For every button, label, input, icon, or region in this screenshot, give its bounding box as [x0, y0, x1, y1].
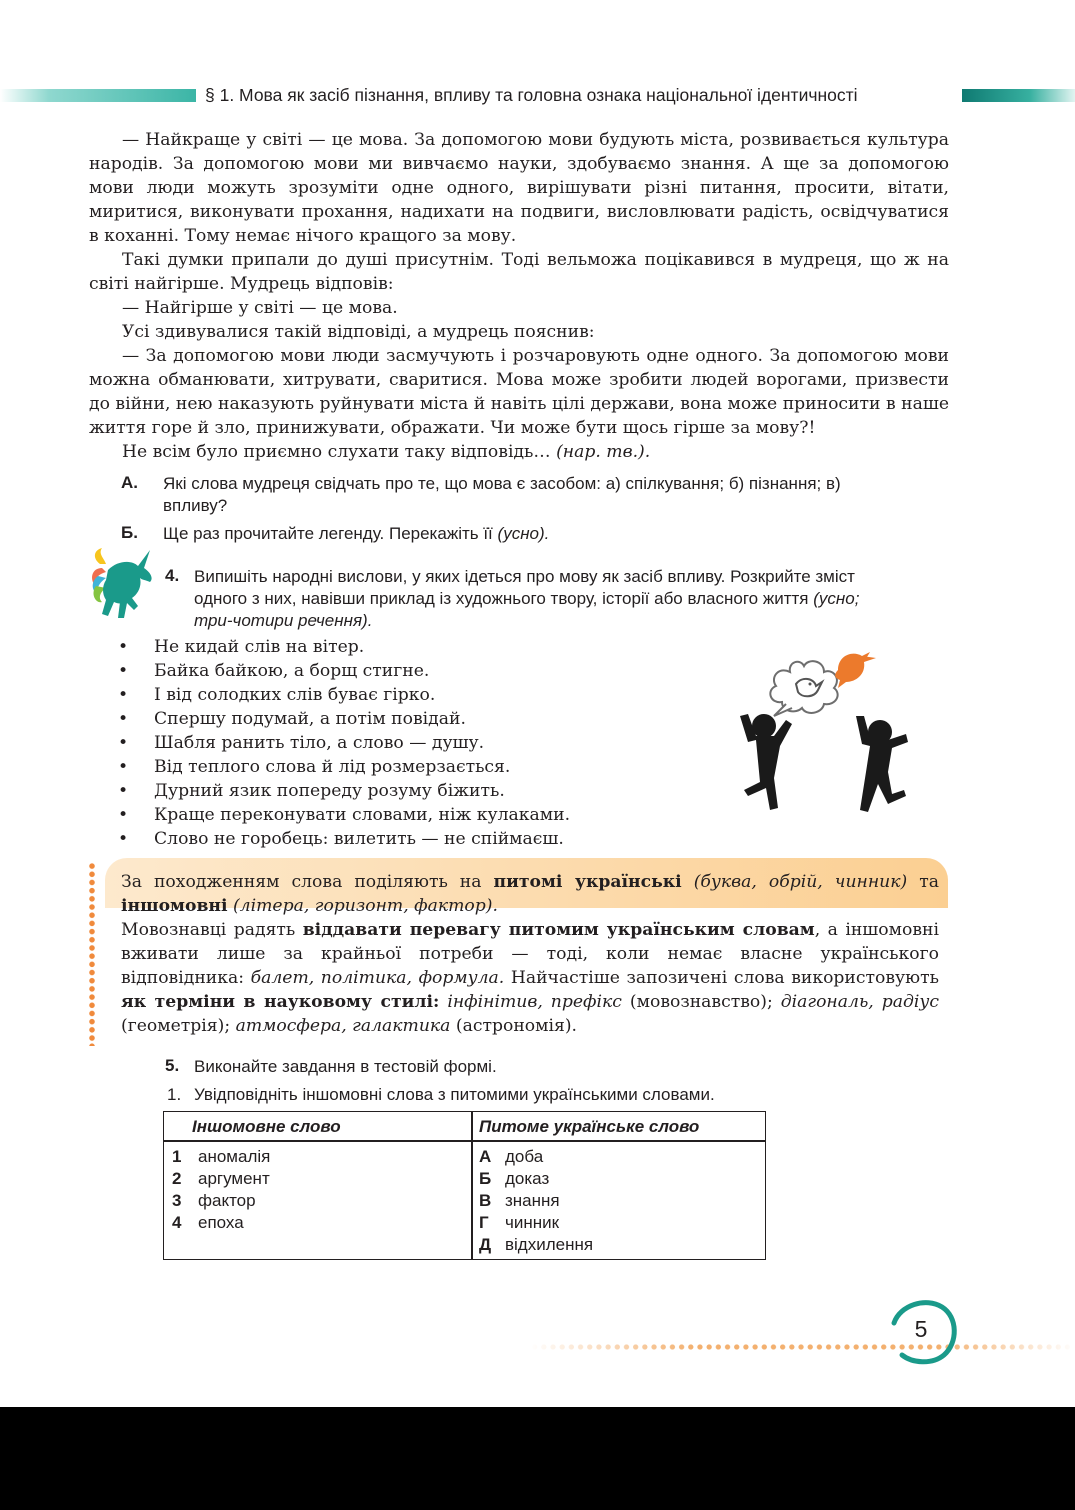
task-4-text — [194, 566, 894, 632]
list-item: • Слово не горобець: вилетить — не спіймаєш. — [118, 829, 564, 849]
list-item: • Краще переконувати словами, ніж кулаками. — [118, 805, 571, 825]
task-4-note: (усно; три-чотири речення). — [194, 589, 860, 630]
task-b-note: (усно). — [497, 524, 550, 543]
header-bar-left — [0, 89, 196, 102]
paragraph: Такі думки припали до душі присутнім. Тоді вельможа поцікавився в мудреця, що ж на світі найгірше. Мудрець відповів: — [89, 250, 949, 294]
rule-text — [121, 870, 939, 1038]
bullet-icon: • — [118, 781, 129, 801]
task-b-letter: Б. — [121, 523, 138, 542]
page-number: 5 — [914, 1316, 928, 1342]
paragraph-text: Не всім було приємно слухати таку відповідь… — [122, 442, 551, 462]
table-divider — [471, 1112, 473, 1259]
table-row: А доба — [479, 1147, 544, 1166]
unicorn-icon — [88, 546, 160, 624]
table-row: 3 фактор — [172, 1191, 256, 1210]
list-item: • Не кидай слів на вітер. — [118, 637, 365, 657]
task-4-main: Випишіть народні вислови, у яких ідеться про мову як засіб впливу. Розкрийте зміст одного з них, навівши приклад із художнього твору, історії або власного життя — [194, 567, 855, 608]
bullet-icon: • — [118, 709, 129, 729]
table-row: Г чинник — [479, 1213, 560, 1232]
paragraph: Усі здивувалися такій відповіді, а мудрець пояснив: — [122, 322, 595, 342]
table-row: 2 аргумент — [172, 1169, 270, 1188]
paragraph — [89, 440, 949, 464]
list-item: • Від теплого слова й лід розмерзається. — [118, 757, 511, 777]
bullet-icon: • — [118, 805, 129, 825]
source-note: (нар. тв.). — [556, 442, 651, 462]
page-header-title: § 1. Мова як засіб пізнання, впливу та головна ознака національної ідентичності — [205, 85, 858, 105]
task-5-number: 5. — [165, 1056, 180, 1075]
list-item: • Шабля ранить тіло, а слово — душу. — [118, 733, 485, 753]
question-text: Увідповідніть іншомовні слова з питомими українськими словами. — [194, 1085, 715, 1104]
table-row: Д відхилення — [479, 1235, 594, 1254]
rule-paragraph: За походженням слова поділяють на питомі українські (буква, обрій, чинник) та іншомовні (літера, горизонт, фактор). — [121, 872, 939, 916]
paragraph: — За допомогою мови люди засмучують і розчаровують одне одного. За допомогою мови можна обманювати, хитрувати, сваритися. Мова може зробити людей ворогами, призвести до війни, нею наказують руйнувати міста й навіть цілі держави, вона може приносити в наше життя горе й зло, принижувати, ображати. Чи може бути щось гірше за мову?! — [89, 346, 949, 438]
page-footer-dots — [530, 1343, 1075, 1351]
list-item: • Дурний язик попереду розуму біжить. — [118, 781, 505, 801]
bullet-icon: • — [118, 829, 129, 849]
proverbs-list — [118, 635, 570, 851]
question-number: 1. — [167, 1085, 182, 1104]
list-item: • Спершу подумай, а потім повідай. — [118, 709, 466, 729]
task-b-main: Ще раз прочитайте легенду. Перекажіть її — [163, 524, 493, 543]
table-header-divider — [164, 1140, 765, 1142]
task-4-number: 4. — [165, 566, 180, 585]
rule-paragraph: Мовознавці радять віддавати перевагу питомим українським словам, а іншомовні вживати лише за крайньої потреби — тоді, коли немає власне українського відповідника: балет, політика, формула. Найчастіше запозичені слова використовують як терміни в науковому стилі: інфінітив, префікс (мовознавство); діагональ, радіус (геометрія); атмосфера, галактика (астрономія). — [121, 920, 940, 1036]
table-row: 4 епоха — [172, 1213, 244, 1232]
bottom-black-area — [0, 1407, 1075, 1510]
talking-people-illustration — [730, 632, 920, 822]
bullet-icon: • — [118, 661, 129, 681]
bullet-icon: • — [118, 637, 129, 657]
legend-text — [89, 128, 949, 464]
task-a-text: Які слова мудреця свідчать про те, що мова є засобом: а) спілкування; б) пізнання; в) впливу? — [163, 474, 841, 515]
paragraph: — Найгірше у світі — це мова. — [122, 298, 398, 318]
column-header-native: Питоме українське слово — [479, 1117, 700, 1136]
paragraph: — Найкраще у світі — це мова. За допомогою мови будують міста, розвивається культура народів. За допомогою мови ми вивчаємо науки, здобуваємо знання. А ще за допомогою мови люди можуть зрозуміти одне одного, вирішувати різні питання, просити, вітати, миритися, виконувати прохання, надихати на подвиги, висловлювати радість, освідчуватися в коханні. Тому немає нічого кращого за мову. — [89, 130, 949, 246]
list-item: • Байка байкою, а борщ стигне. — [118, 661, 430, 681]
bullet-icon: • — [118, 757, 129, 777]
task-b-text — [163, 523, 863, 545]
bullet-icon: • — [118, 733, 129, 753]
task-a-letter: А. — [121, 473, 138, 492]
table-row: В знання — [479, 1191, 560, 1210]
task-5-text: Виконайте завдання в тестовій формі. — [194, 1057, 497, 1076]
header-bar-right — [962, 89, 1075, 102]
bullet-icon: • — [118, 685, 129, 705]
table-row: 1 аномалія — [172, 1147, 271, 1166]
table-row: Б доказ — [479, 1169, 550, 1188]
rule-dotted-line — [89, 862, 95, 1046]
matching-table — [163, 1111, 766, 1260]
column-header-foreign: Іншомовне слово — [192, 1117, 341, 1136]
list-item: • І від солодких слів буває гірко. — [118, 685, 436, 705]
